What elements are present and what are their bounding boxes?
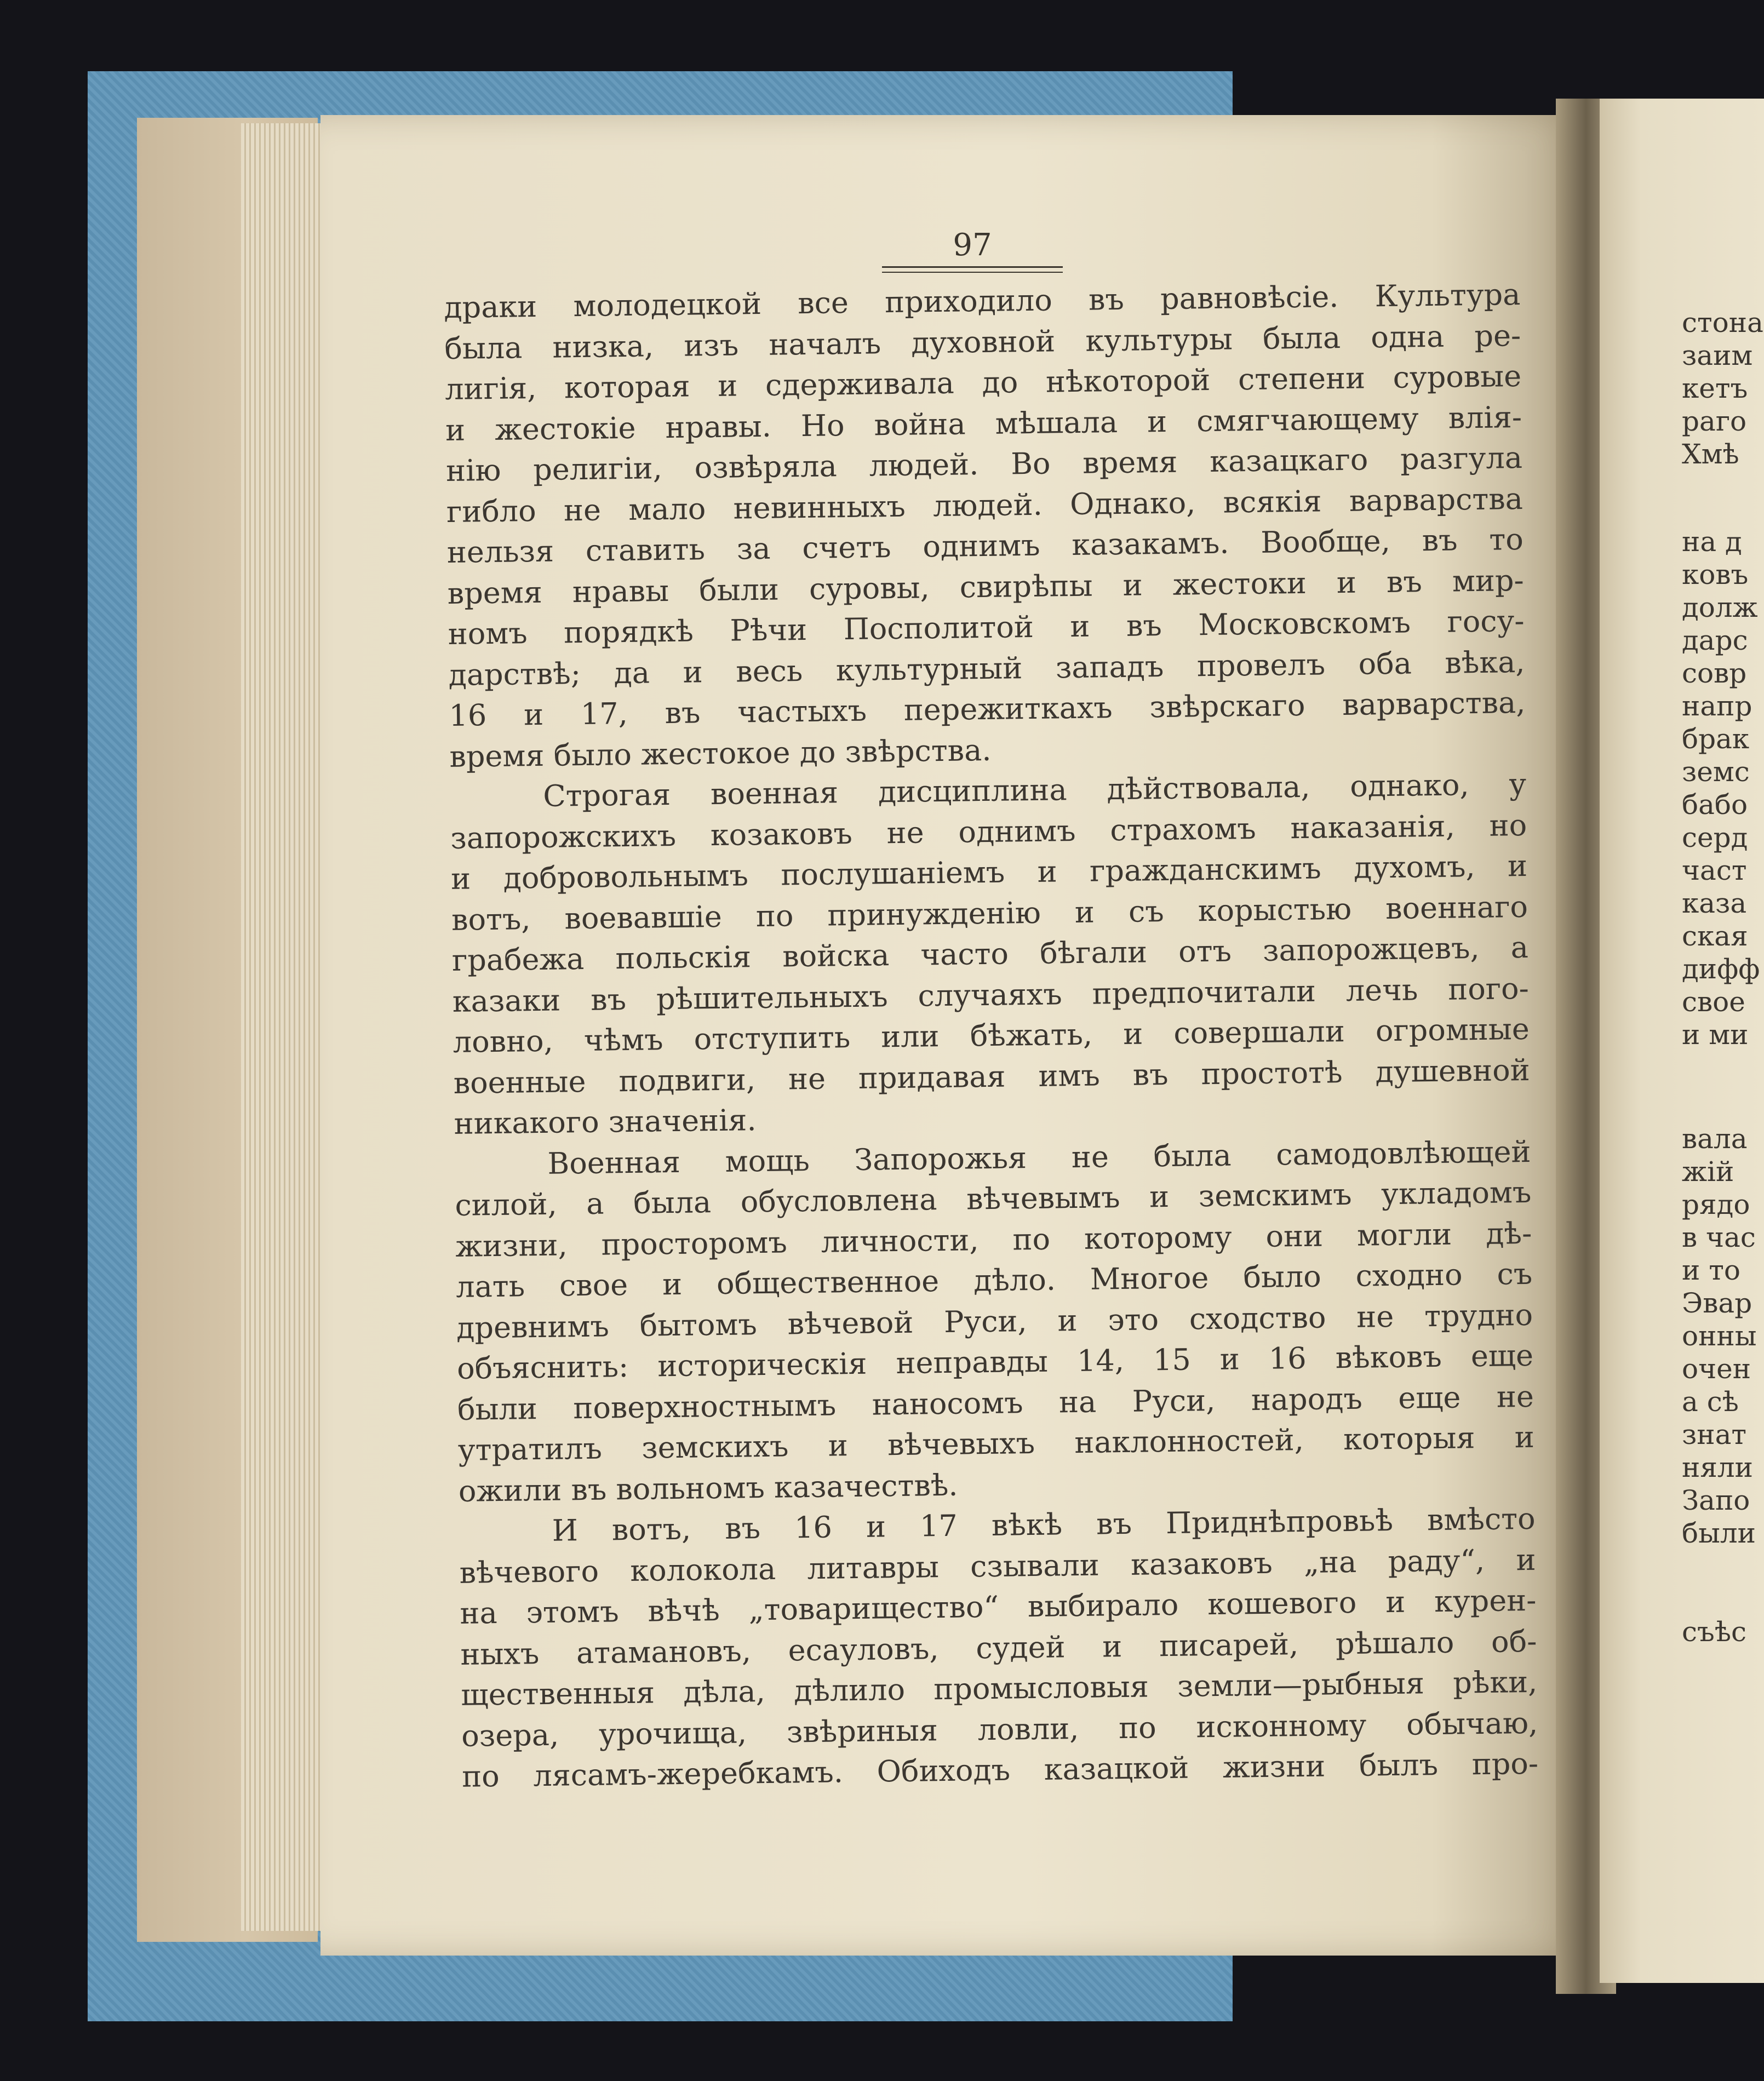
right-page-fragment: знат [1682, 1419, 1747, 1451]
page-number: 97 [882, 227, 1063, 268]
text-line: нельзя ставить за счетъ однимъ казакамъ. Вообще, въ то [446, 521, 1524, 570]
right-page-fragment: част [1682, 855, 1747, 886]
right-page-fragment: в час [1682, 1222, 1756, 1253]
right-page-fragment: Запо [1682, 1484, 1750, 1516]
right-page-fragment: вала [1682, 1123, 1748, 1155]
text-line: гибло не мало невинныхъ людей. Однако, всякія варварства [446, 481, 1524, 529]
right-page-fragment: очен [1682, 1353, 1751, 1385]
text-line: грабежа польскія войска часто бѣгали отъ запорожцевъ, а [451, 930, 1529, 978]
text-line: древнимъ бытомъ вѣчевой Руси, и это сходство не трудно [456, 1297, 1533, 1345]
text-line: время нравы были суровы, свирѣпы и жестоки и въ мир- [447, 563, 1525, 611]
right-page-fragment: Эвар [1682, 1287, 1752, 1319]
text-line: время было жестокое до звѣрства. [449, 732, 992, 774]
right-page-text-fragments [1682, 307, 1764, 1676]
right-page-fragment: на д [1682, 526, 1742, 558]
right-page-fragment: долж [1682, 592, 1758, 623]
text-line: И вотъ, въ 16 и 17 вѣкѣ въ Приднѣпровьѣ вмѣсто [552, 1501, 1536, 1548]
text-line: ловно, чѣмъ отступить или бѣжать, и совершали огромные [453, 1011, 1530, 1059]
text-line: объяснить: историческія неправды 14, 15 и 16 вѣковъ еще [456, 1338, 1534, 1386]
text-line: ныхъ атамановъ, есауловъ, судей и писарей, рѣшало об- [460, 1624, 1537, 1672]
text-line: силой, а была обусловлена вѣчевымъ и земскимъ укладомъ [455, 1174, 1532, 1223]
text-line: дарствѣ; да и весь культурный западъ провелъ оба вѣка, [448, 644, 1525, 692]
right-page-fragment: съѣс [1682, 1616, 1746, 1648]
text-line: номъ порядкѣ Рѣчи Посполитой и въ Московскомъ госу- [448, 603, 1525, 651]
text-line: щественныя дѣла, дѣлило промысловыя земли—рыбныя рѣки, [461, 1664, 1538, 1712]
right-page-fragment: а сѣ [1682, 1386, 1739, 1418]
right-page-fragment: каза [1682, 887, 1747, 919]
right-page-fragment: совр [1682, 657, 1747, 689]
text-line: лать свое и общественное дѣло. Многое было сходно съ [455, 1256, 1533, 1304]
right-page-fragment: дифф [1682, 953, 1760, 985]
text-line: вѣчевого колокола литавры сзывали казаковъ „на раду“, и [459, 1542, 1536, 1590]
text-line: 16 и 17, въ частыхъ пережиткахъ звѣрскаго варварства, [449, 685, 1526, 733]
right-page-fragment: ская [1682, 920, 1748, 952]
text-line: были поверхностнымъ наносомъ на Руси, народъ еще не [457, 1379, 1534, 1427]
text-line: и жестокіе нравы. Но война мѣшала и смягчающему влія- [445, 399, 1522, 448]
right-page-fragment: раго [1682, 405, 1747, 437]
text-line: была низка, изъ началъ духовной культуры была одна ре- [444, 318, 1521, 366]
text-line: военные подвиги, не придавая имъ въ простотѣ душевной [453, 1052, 1530, 1100]
right-page-fragment: Хмѣ [1682, 438, 1739, 470]
text-line: на этомъ вѣчѣ „товарищество“ выбирало кошевого и курен- [460, 1583, 1537, 1631]
text-line: ожили въ вольномъ казачествѣ. [458, 1467, 958, 1509]
text-line: вотъ, воевавшіе по принужденію и съ корыстью военнаго [451, 889, 1528, 937]
right-page-fragment: напр [1682, 690, 1752, 722]
right-page-fragment: няли [1682, 1452, 1753, 1483]
main-text-block [444, 274, 1539, 1797]
right-page-fragment: были [1682, 1517, 1756, 1549]
text-line: казаки въ рѣшительныхъ случаяхъ предпочитали лечь пого- [452, 971, 1530, 1019]
text-line: и добровольнымъ послушаніемъ и гражданскимъ духомъ, и [450, 848, 1528, 896]
text-line: жизни, просторомъ личности, по которому они могли дѣ- [455, 1216, 1532, 1264]
right-page-fragment: ковъ [1682, 559, 1749, 591]
text-line: запорожскихъ козаковъ не однимъ страхомъ наказанія, но [450, 807, 1527, 856]
text-line: Строгая военная дисциплина дѣйствовала, однако, у [542, 766, 1527, 813]
right-page-fragment: бабо [1682, 789, 1748, 821]
right-page-fragment: серд [1682, 822, 1748, 853]
right-page-fragment: стона [1682, 307, 1763, 339]
page-edges [241, 123, 329, 1931]
right-page-fragment: дарс [1682, 624, 1748, 656]
right-page-fragment: земс [1682, 756, 1750, 788]
right-page-fragment: и то [1682, 1254, 1740, 1286]
right-page-fragment: жій [1682, 1156, 1734, 1188]
text-line: драки молодецкой все приходило въ равновѣсіе. Культура [444, 277, 1521, 325]
right-page-fragment: онны [1682, 1320, 1757, 1352]
text-line: нію религіи, озвѣряла людей. Во время казацкаго разгула [445, 440, 1523, 488]
text-line: лигія, которая и сдерживала до нѣкоторой степени суровые [444, 358, 1522, 406]
right-page-fragment: рядо [1682, 1189, 1750, 1220]
text-line: утратилъ земскихъ и вѣчевыхъ наклонностей, которыя и [457, 1419, 1535, 1467]
right-page-fragment: брак [1682, 723, 1750, 755]
text-line: никакого значенія. [454, 1103, 757, 1141]
text-line: по лясамъ-жеребкамъ. Обиходъ казацкой жизни былъ про- [461, 1746, 1539, 1794]
right-page-fragment: и ми [1682, 1019, 1749, 1051]
text-line: Военная мощь Запорожья не была самодовлѣющей [547, 1134, 1531, 1181]
right-page-fragment: кетъ [1682, 372, 1748, 404]
text-line: озера, урочища, звѣриныя ловли, по исконному обычаю, [461, 1705, 1538, 1753]
right-page-fragment: заим [1682, 340, 1753, 371]
right-page-fragment: свое [1682, 986, 1745, 1018]
